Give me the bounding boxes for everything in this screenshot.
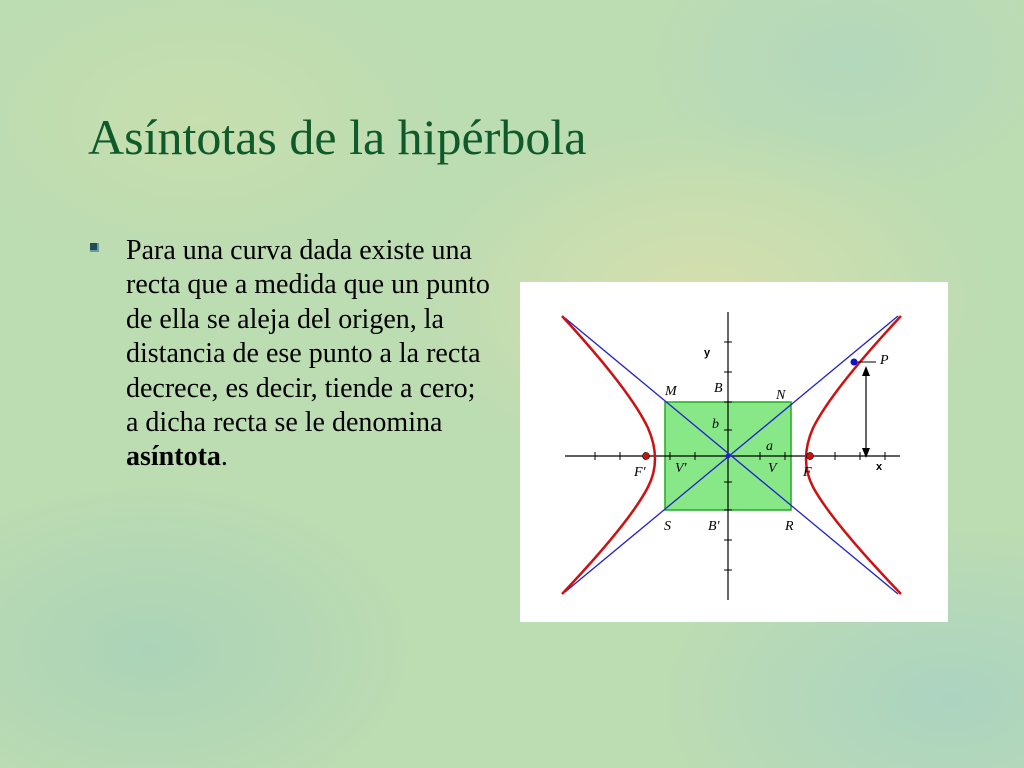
label-small-a: a — [766, 439, 773, 454]
label-f: F — [803, 465, 812, 480]
label-small-b: b — [712, 417, 719, 432]
label-v-prime: V' — [675, 461, 687, 476]
hyperbola-figure — [520, 282, 948, 622]
bullet-item — [90, 234, 490, 475]
label-b-prime: B' — [708, 519, 720, 534]
y-axis-label: y — [704, 347, 711, 359]
focus-left-point — [643, 453, 650, 460]
label-s: S — [664, 519, 671, 534]
bullet-paragraph — [126, 234, 490, 475]
label-m: M — [665, 384, 677, 399]
slide-title: Asíntotas de la hipérbola — [88, 109, 587, 165]
label-r: R — [785, 519, 794, 534]
hyperbola-left-branch — [562, 316, 655, 594]
label-f-prime: F' — [634, 465, 646, 480]
bullet-text: Para una curva dada existe una recta que a medida que un punto de ella se aleja del origen, la distancia de ese punto a la recta decrece, es decir, tiende a cero; a dicha recta se le denomina — [126, 235, 490, 439]
point-p — [851, 359, 858, 366]
arrow-head-top — [862, 366, 870, 376]
label-b: B — [714, 381, 723, 396]
square-bullet-icon — [90, 243, 99, 252]
label-n: N — [776, 388, 786, 403]
hyperbola-diagram — [520, 282, 948, 622]
asymptote-positive — [565, 316, 898, 592]
bullet-bold-term: asíntota — [126, 441, 221, 473]
focus-right-point — [807, 453, 814, 460]
x-axis-label: x — [876, 461, 883, 473]
label-p: P — [880, 353, 889, 368]
bullet-end: . — [220, 441, 228, 473]
origin-point — [726, 454, 731, 459]
label-v: V — [768, 461, 777, 476]
